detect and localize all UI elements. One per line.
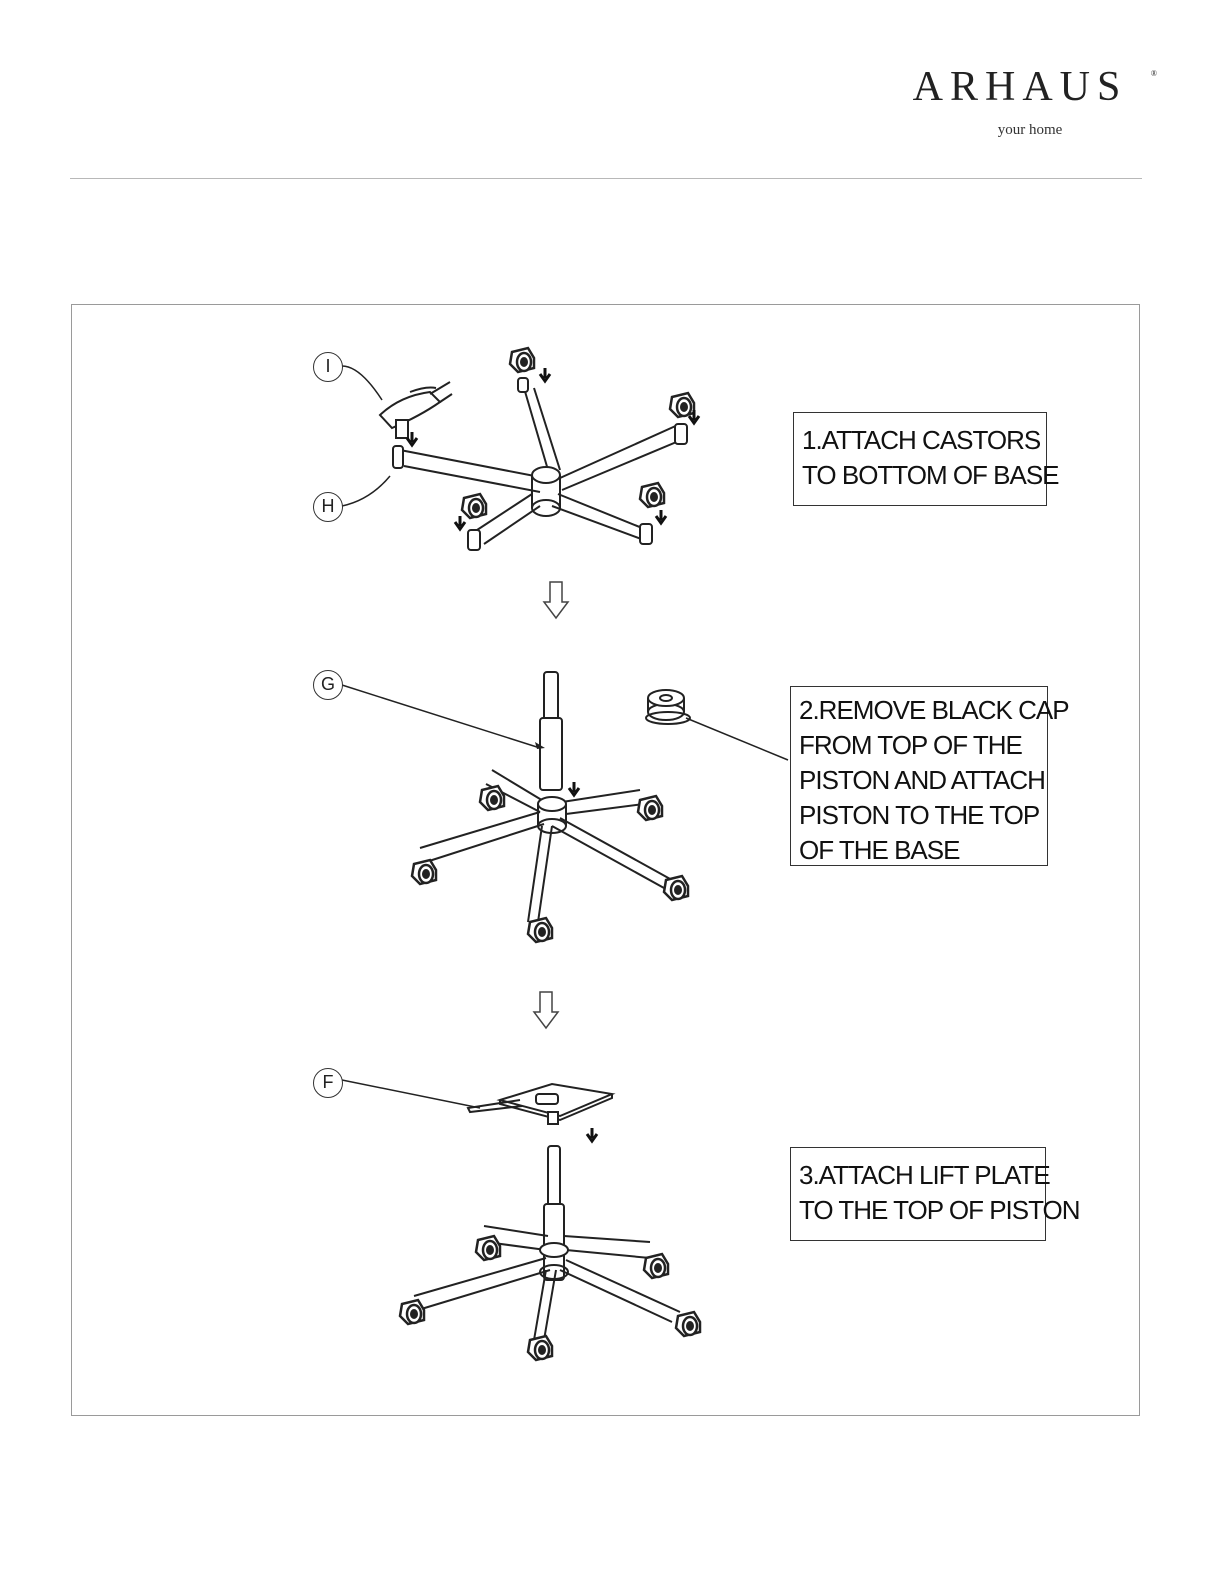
callout-lift-plate-label: F [313, 1068, 343, 1098]
flow-arrow-1 [544, 582, 568, 618]
callout-piston-label: G [313, 670, 343, 700]
step-1-line-1: 1.ATTACH CASTORS [802, 425, 1041, 455]
step-2-instruction [790, 686, 1069, 866]
step-2-line-2: FROM TOP OF THE [799, 730, 1022, 760]
step-3-line-1: 3.ATTACH LIFT PLATE [799, 1160, 1050, 1190]
callout-leader-lift-plate [342, 1080, 480, 1108]
callout-leader-piston [342, 685, 540, 748]
step-2-line-4: PISTON TO THE TOP [799, 800, 1040, 830]
step2-illustration [412, 672, 690, 942]
callout-base-label: H [313, 492, 343, 522]
flow-arrow-2 [534, 992, 558, 1028]
step-1-instruction [793, 412, 1059, 506]
brand-tagline: your home [997, 122, 1063, 138]
callout-leader-castor [342, 366, 382, 400]
step1-illustration [380, 348, 699, 550]
step-2-line-5: OF THE BASE [799, 835, 960, 865]
callout-leader-base [342, 476, 390, 506]
step-2-line-3: PISTON AND ATTACH [799, 765, 1045, 795]
step-3-instruction [790, 1147, 1080, 1241]
callout-castor-label: I [313, 352, 343, 382]
step-3-line-2: TO THE TOP OF PISTON [799, 1195, 1080, 1225]
cap-leader-line [686, 718, 788, 760]
step3-illustration [400, 1084, 700, 1360]
step-1-line-2: TO BOTTOM OF BASE [802, 460, 1059, 490]
brand-name: ARHAUS ® [912, 64, 1164, 110]
step-2-line-1: 2.REMOVE BLACK CAP [799, 695, 1069, 725]
